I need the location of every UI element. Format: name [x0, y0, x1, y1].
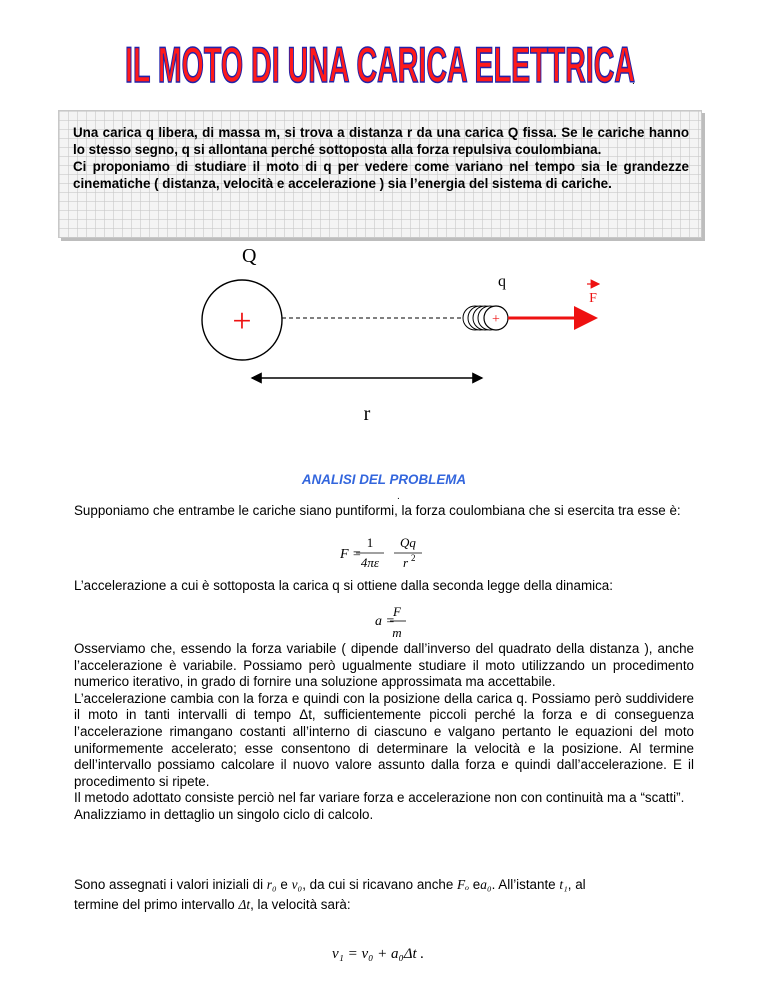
formula-num-2: Qq — [400, 535, 416, 550]
title-text: IL MOTO DI UNA CARICA ELETTRICA — [125, 37, 635, 93]
formula-a-lhs: a = — [375, 614, 395, 629]
velocity-formula: v₁ = v₀ + a₀Δt . — [332, 946, 425, 962]
charge-q-plus: + — [492, 312, 500, 327]
symbol-r0: r₀ — [266, 877, 277, 892]
symbol-Fo: Fₒ — [457, 877, 470, 892]
coulomb-formula — [340, 532, 440, 578]
initial-values-paragraph — [74, 875, 714, 915]
symbol-dt: Δt — [238, 897, 251, 912]
label-r: r — [363, 403, 371, 425]
charge-Q-plus: + — [232, 303, 252, 340]
label-F: F — [589, 291, 597, 306]
text-initial-8: , la velocità sarà: — [250, 897, 351, 912]
text-initial-1: Sono assegnati i valori iniziali di — [74, 877, 264, 892]
section-dot: . — [397, 491, 400, 502]
formula-a-den: m — [392, 625, 402, 640]
paragraph-1: Supponiamo che entrambe le cariche siano puntiformi, la forza coulombiana che si esercita tra esse è: — [74, 503, 681, 518]
text-initial-3: , da cui si ricavano anche — [302, 877, 454, 892]
page-title — [120, 28, 640, 94]
formula-den-2: r — [403, 555, 409, 570]
intro-paragraph-1: Una carica q libera, di massa m, si trova a distanza r da una carica Q fissa. Se le cariche hanno lo stesso segno, q si allontana perché sottoposta alla forza repulsiva coulombiana. — [73, 125, 689, 157]
text-initial-4: e — [472, 877, 481, 892]
formula-F-lhs: F = — [340, 547, 362, 562]
text-initial-6: , al — [567, 877, 586, 892]
paragraph-6: Analizziamo in dettaglio un singolo ciclo di calcolo. — [74, 806, 374, 822]
acceleration-formula — [375, 604, 415, 644]
section-heading: ANALISI DEL PROBLEMA — [301, 472, 467, 487]
paragraph-acceleration-intro — [74, 578, 694, 595]
symbol-a0: a₀ — [480, 877, 492, 892]
paragraph-3: Osserviamo che, essendo la forza variabile ( dipende dall’inverso del quadrato della distanza ), anche l’accelerazione è variabile. Possiamo però ugualmente studiare il moto utilizzando un procedimento numerico iterativo, in grado di fornire una soluzione approssimata ma accettabile. — [74, 641, 694, 690]
text-initial-7: termine del primo intervallo — [74, 897, 235, 912]
intro-paragraph-2: Ci proponiamo di studiare il moto di q per vedere come variano nel tempo sia le grandezze cinematiche ( distanza, velocità e accelerazione ) sia l’energia del sistema di cariche. — [73, 159, 689, 191]
intro-box — [58, 110, 702, 238]
paragraph-5: Il metodo adottato consiste perciò nel far variare forza e accelerazione non con continuità ma a “scatti”. — [74, 790, 685, 806]
paragraph-4: L’accelerazione cambia con la forza e quindi con la posizione della carica q. Possiamo però suddividere il moto in tanti intervalli di tempo Δt, sufficientemente piccoli perché la forza e di conseguenza l’accelerazione rimangano costanti all’interno di ciascuno e valgano pertanto le equazioni del moto uniformemente accelerato; esse consentono di determinare la velocità e la posizione. Al termine dell’intervallo possiamo calcolare il nuovo valore assunto dalla forza e quindi dall’accelerazione. E il procedimento si ripete. — [74, 690, 694, 789]
text-initial-5: . All’istante — [491, 877, 556, 892]
label-Q: Q — [242, 245, 257, 267]
body-text — [74, 641, 694, 824]
symbol-t1: t₁ — [559, 877, 568, 892]
title-dot: . — [632, 76, 635, 87]
charge-diagram — [190, 240, 620, 430]
text-initial-2: e — [280, 877, 288, 892]
label-q: q — [498, 273, 506, 290]
paragraph-force-intro — [74, 503, 694, 520]
symbol-v0: v₀ — [291, 877, 303, 892]
formula-a-num: F — [393, 604, 401, 619]
formula-num-1: 1 — [366, 535, 374, 550]
paragraph-2: L’accelerazione a cui è sottoposta la carica q si ottiene dalla seconda legge della dinamica: — [74, 578, 613, 593]
formula-exponent: 2 — [411, 553, 416, 563]
formula-den-1: 4πε — [360, 555, 380, 570]
